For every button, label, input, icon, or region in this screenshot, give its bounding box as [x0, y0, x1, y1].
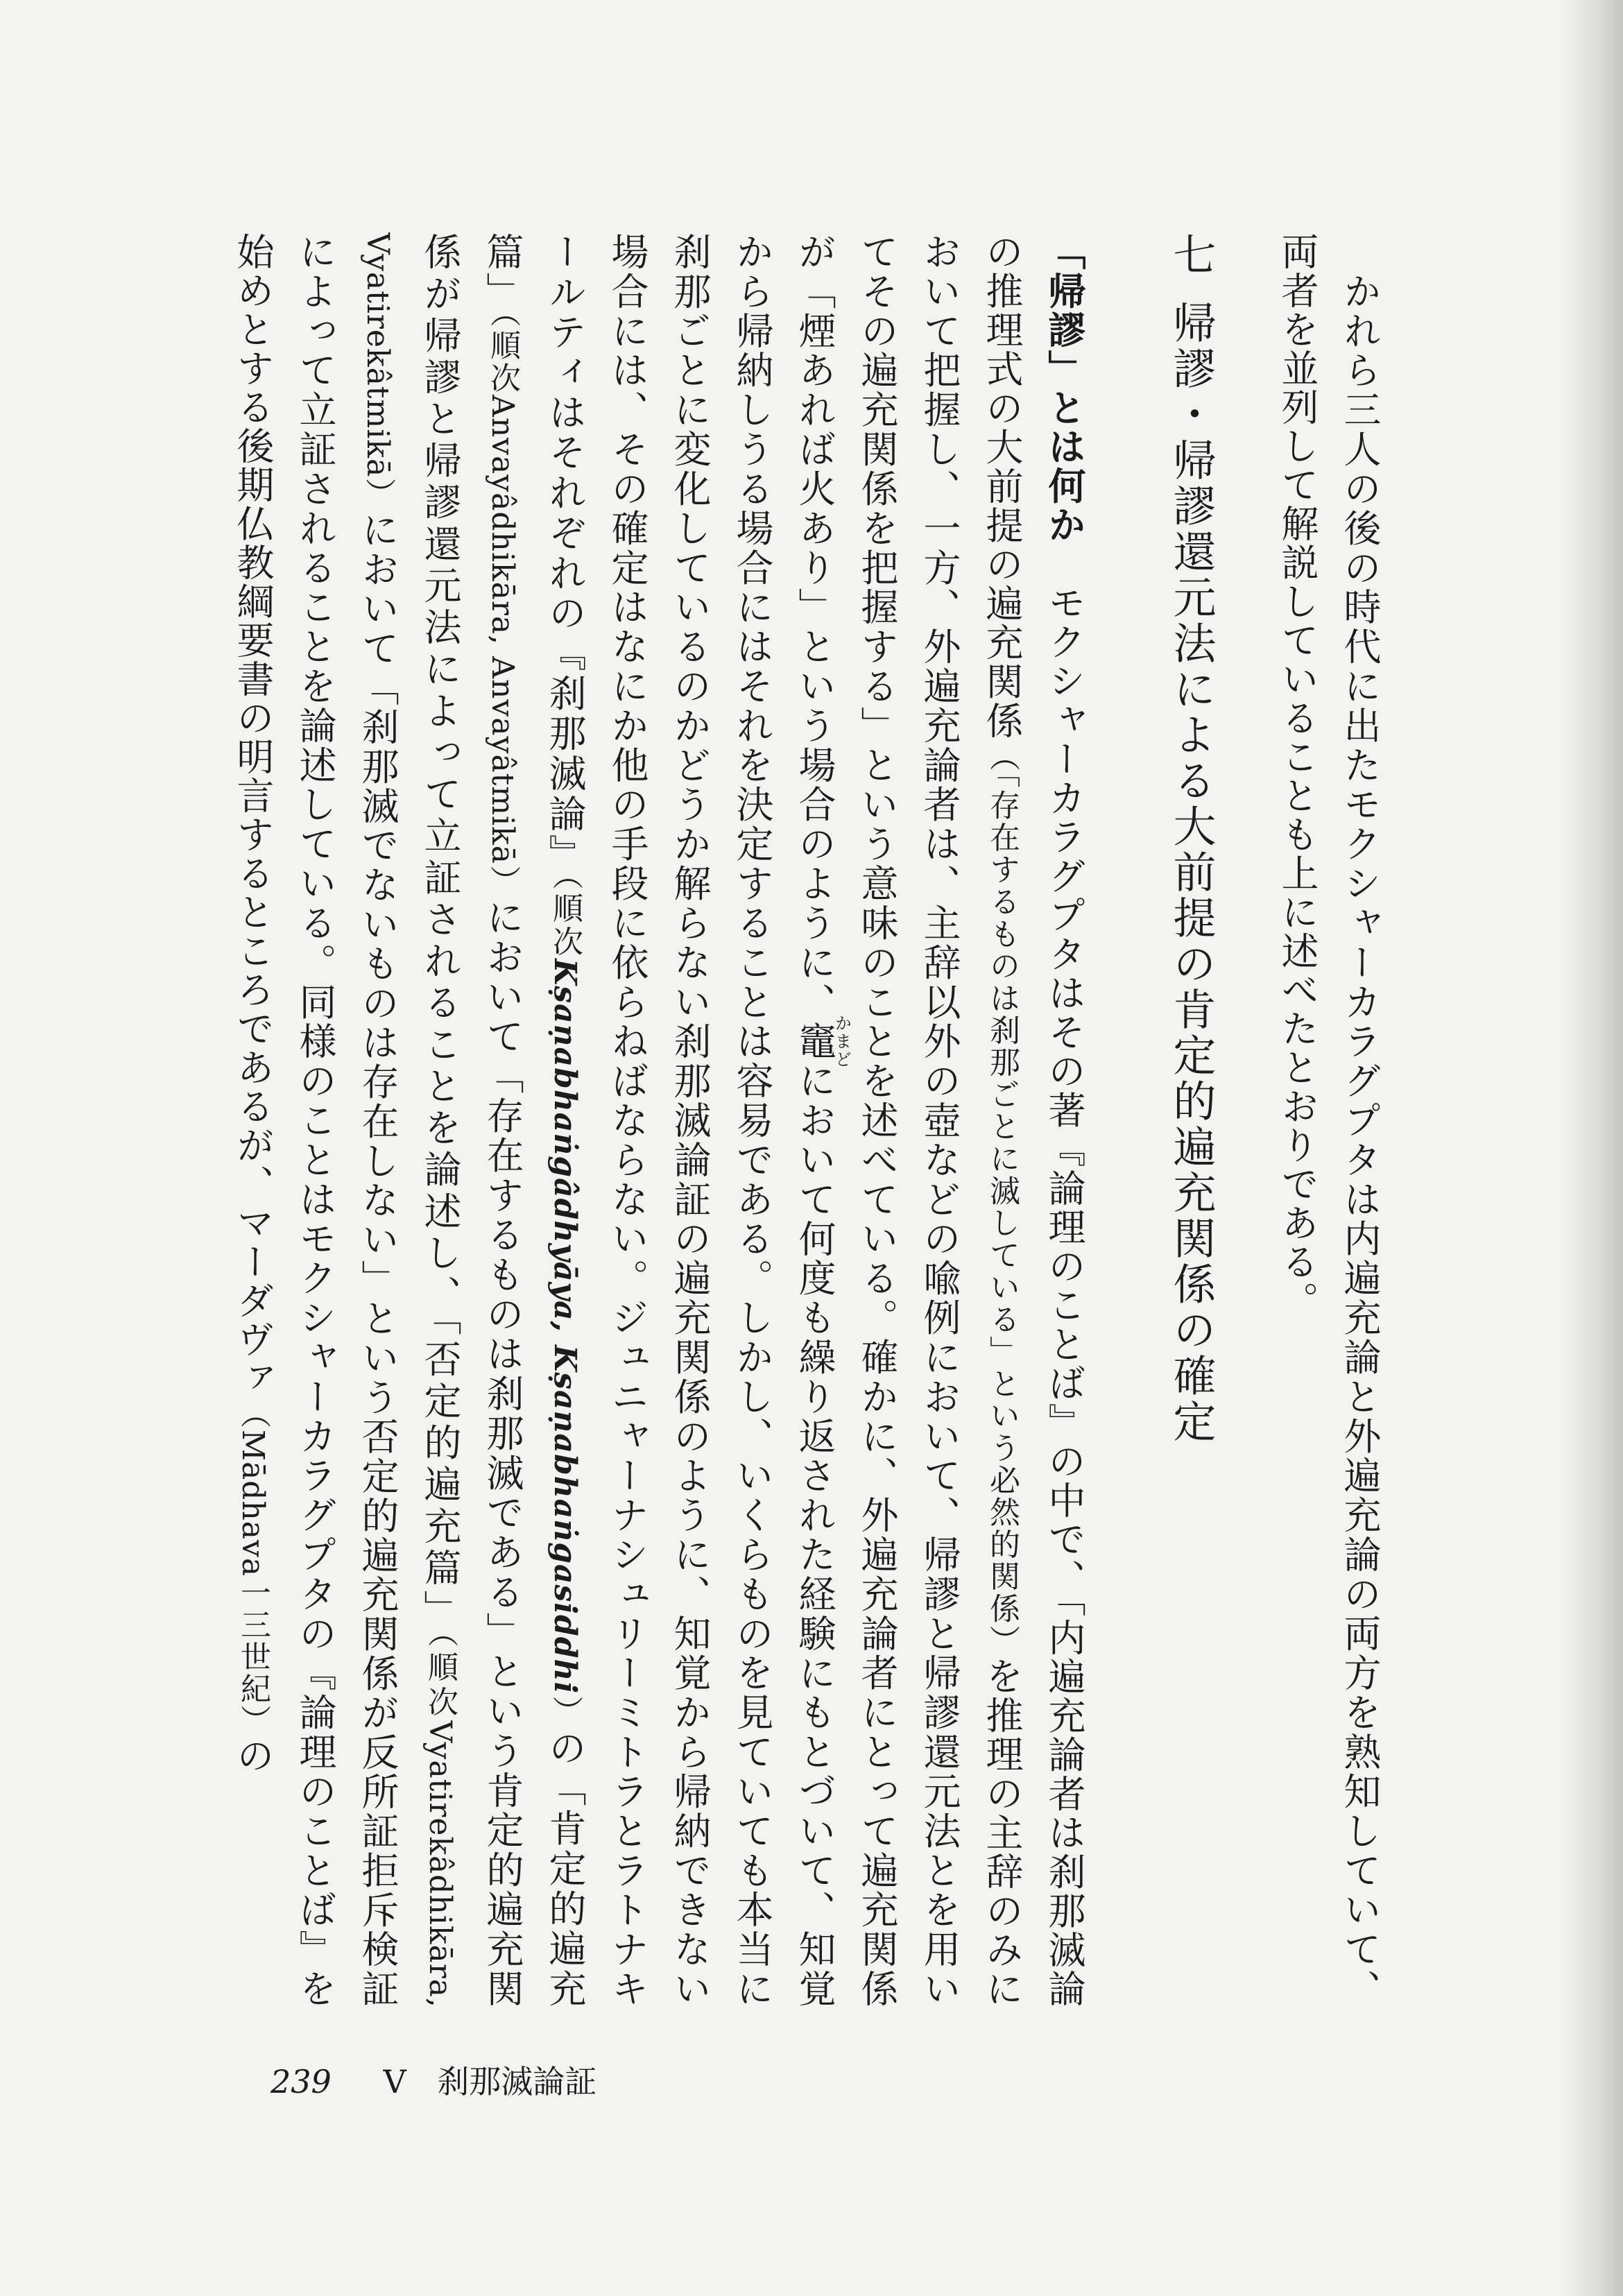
- paren-open-1: （順次: [547, 874, 583, 959]
- body-text-5: において「存在するものは刹那滅である」という肯定的遍充関係が帰謬と帰謬還元法によって立証されることを論述し、「否定的遍充篇」: [418, 232, 524, 2008]
- body-text-1: モクシャーカラグプタはその著『論理のことば』の中で、「内遍充論者は刹那滅論の推理式の大前提の遍充関係: [980, 232, 1086, 2008]
- madhava-latin: Mādhava: [235, 1430, 270, 1577]
- section-number: 七: [1166, 232, 1217, 277]
- section-title: 帰謬・帰謬還元法による大前提の肯定的遍充関係の確定: [1166, 300, 1217, 1445]
- body-paragraph: [221, 232, 1095, 2008]
- paren-open-3: （順次: [422, 1631, 458, 1721]
- page-footer: [270, 2057, 596, 2102]
- body-text-7: の: [231, 1736, 275, 1776]
- paren-close-2: ）: [485, 864, 520, 898]
- body-note-1: （「存在するものは刹那ごとに滅している」という必然的関係）: [984, 740, 1020, 1657]
- intro-text: かれら三人の後の時代に出たモクシャーカラグプタは内遍充論と外遍充論の両方を熟知していて、両者を並列して解説していることも上に述べたとおりである。: [1276, 232, 1382, 2008]
- sanskrit-title-1: Kṣaṇabhaṅgâdhyāya, Kṣaṇabhaṅgasiddhi: [547, 959, 583, 1695]
- body-text-3: において何度も繰り返された経験にもとづいて、知覚から帰納しうる場合にはそれを決定することは容易である。しかし、いくらものを見ていても本当に刹那ごとに変化しているのかどうか解らない刹那滅論証の遍充関係のように、知覚から帰納できない場合には、その確定はなにか他の手段に依らねばならない。ジュニャーナシュリーミトラとラトナキールティはそれぞれの『刹那滅論』: [543, 232, 836, 2008]
- paren-close-1: ）: [547, 1694, 583, 1729]
- madhava-century: 一三世紀）: [235, 1577, 270, 1737]
- vertical-text-block: [212, 232, 1391, 2008]
- kamado-furigana: かまど: [832, 1014, 852, 1069]
- body-text-4: の「肯定的遍充篇」: [481, 232, 587, 2008]
- sanskrit-title-2: Anvayâdhikāra, Anvayâtmikā: [485, 395, 520, 864]
- running-title: 刹那滅論証: [437, 2063, 597, 2100]
- paren-open-2: （順次: [485, 311, 520, 395]
- paren-open-4: （: [235, 1398, 270, 1430]
- section-heading: [1158, 232, 1224, 2008]
- page-edge-shadow: [1561, 0, 1623, 2296]
- kamado-word: 竈かまど: [793, 1014, 852, 1069]
- paragraph-heading: 「帰謬」とは何か: [1042, 232, 1086, 545]
- intro-paragraph: [1266, 232, 1391, 2008]
- body-text-6: において「刹那滅でないものは存在しない」という否定的遍充関係が反所証拒斥検証によって立証されることを論述している。同様のことはモクシャーカラグプタの『論理のことば』を始めとする後期仏教綱要書の明言するところであるが、マーダヴァ: [231, 232, 400, 2008]
- paren-close-3: ）: [360, 477, 395, 511]
- page-number: 239: [270, 2063, 332, 2100]
- chapter-number: V: [383, 2063, 406, 2100]
- sanskrit-title-3: Vyatirekâdhikāra, Vyatirekâtmikā: [360, 232, 458, 2008]
- body-text-2: を推理の主辞のみにおいて把握し、一方、外遍充論者は、主辞以外の壺などの喩例において、帰謬と帰謬還元法とを用いてその遍充関係を把握する」という意味のことを述べている。確かに、外遍充論者にとって遍充関係が「煙あれば火あり」という場合のように、: [793, 232, 1024, 2008]
